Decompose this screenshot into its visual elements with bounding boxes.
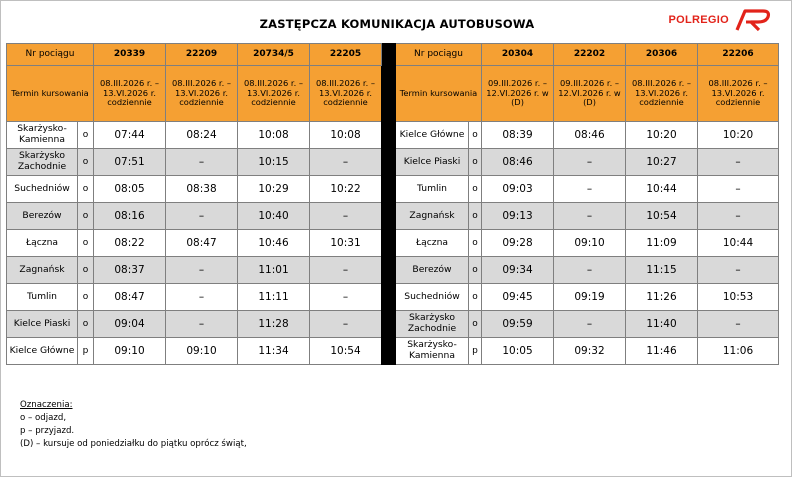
time-cell: 10:29 <box>238 176 310 203</box>
station-name: Skarżysko-Kamienna <box>7 122 78 149</box>
term-cell: 08.III.2026 r. – 13.VI.2026 r. codziennie <box>238 66 310 122</box>
time-cell: – <box>554 203 626 230</box>
station-name: Berezów <box>396 257 469 284</box>
time-cell: 11:01 <box>238 257 310 284</box>
train-number: 20734/5 <box>238 44 310 66</box>
time-cell: 08:24 <box>166 122 238 149</box>
time-cell: – <box>166 203 238 230</box>
station-name: Zagnańsk <box>396 203 469 230</box>
term-cell: 08.III.2026 r. – 13.VI.2026 r. codziennie <box>166 66 238 122</box>
legend-item: (D) – kursuje od poniedziałku do piątku oprócz świąt, <box>20 439 247 449</box>
station-name: Zagnańsk <box>7 257 78 284</box>
time-cell: – <box>166 311 238 338</box>
stop-mark: o <box>78 149 94 176</box>
time-cell: – <box>310 311 382 338</box>
time-cell: 09:34 <box>482 257 554 284</box>
time-cell: 08:38 <box>166 176 238 203</box>
stop-mark: o <box>469 122 482 149</box>
stop-mark: o <box>78 230 94 257</box>
term-cell: 08.III.2026 r. – 13.VI.2026 r. codziennie <box>94 66 166 122</box>
legend-item: p – przyjazd. <box>20 426 75 436</box>
column-separator <box>382 44 396 365</box>
time-cell: 09:10 <box>94 338 166 365</box>
logo-text: POLREGIO <box>668 14 729 26</box>
train-number: 20304 <box>482 44 554 66</box>
legend <box>20 399 247 451</box>
train-number: 20306 <box>626 44 698 66</box>
time-cell: 09:04 <box>94 311 166 338</box>
time-cell: 11:46 <box>626 338 698 365</box>
time-cell: 08:47 <box>166 230 238 257</box>
time-cell: 10:31 <box>310 230 382 257</box>
time-cell: 09:03 <box>482 176 554 203</box>
time-cell: 08:05 <box>94 176 166 203</box>
time-cell: 07:51 <box>94 149 166 176</box>
station-name: Suchedniów <box>7 176 78 203</box>
train-number: 22202 <box>554 44 626 66</box>
time-cell: – <box>698 149 779 176</box>
time-cell: 08:46 <box>482 149 554 176</box>
station-name: Suchedniów <box>396 284 469 311</box>
time-cell: 08:16 <box>94 203 166 230</box>
time-cell: 10:46 <box>238 230 310 257</box>
stop-mark: o <box>469 284 482 311</box>
time-cell: 08:39 <box>482 122 554 149</box>
time-cell: – <box>310 203 382 230</box>
time-cell: – <box>310 149 382 176</box>
station-name: Kielce Piaski <box>7 311 78 338</box>
station-name: Łączna <box>396 230 469 257</box>
time-cell: 09:32 <box>554 338 626 365</box>
station-name: Skarżysko Zachodnie <box>396 311 469 338</box>
time-cell: – <box>554 257 626 284</box>
station-name: Kielce Główne <box>7 338 78 365</box>
timetable <box>6 43 779 365</box>
stop-mark: o <box>469 257 482 284</box>
stop-mark: p <box>469 338 482 365</box>
time-cell: 10:53 <box>698 284 779 311</box>
polregio-r-icon <box>733 8 773 32</box>
time-cell: – <box>554 311 626 338</box>
stop-mark: o <box>469 149 482 176</box>
polregio-logo <box>669 8 773 32</box>
time-cell: 08:47 <box>94 284 166 311</box>
time-cell: 10:22 <box>310 176 382 203</box>
train-number-label: Nr pociągu <box>396 44 482 66</box>
time-cell: 11:26 <box>626 284 698 311</box>
term-cell: 08.III.2026 r. – 13.VI.2026 r. codziennie <box>626 66 698 122</box>
station-name: Skarżysko-Kamienna <box>396 338 469 365</box>
term-label: Termin kursowania <box>7 66 94 122</box>
station-name: Kielce Piaski <box>396 149 469 176</box>
time-cell: – <box>554 149 626 176</box>
term-cell: 09.III.2026 r. – 12.VI.2026 r. w (D) <box>554 66 626 122</box>
train-number: 22205 <box>310 44 382 66</box>
time-cell: 10:05 <box>482 338 554 365</box>
time-cell: 09:45 <box>482 284 554 311</box>
time-cell: 09:59 <box>482 311 554 338</box>
time-cell: – <box>310 284 382 311</box>
time-cell: – <box>554 176 626 203</box>
time-cell: 10:15 <box>238 149 310 176</box>
time-cell: 09:28 <box>482 230 554 257</box>
time-cell: – <box>310 257 382 284</box>
time-cell: 08:22 <box>94 230 166 257</box>
time-cell: – <box>698 311 779 338</box>
time-cell: 09:19 <box>554 284 626 311</box>
stop-mark: o <box>78 284 94 311</box>
stop-mark: p <box>78 338 94 365</box>
term-cell: 08.III.2026 r. – 13.VI.2026 r. codziennie <box>698 66 779 122</box>
stop-mark: o <box>78 176 94 203</box>
time-cell: 11:06 <box>698 338 779 365</box>
time-cell: 10:54 <box>310 338 382 365</box>
time-cell: – <box>166 257 238 284</box>
train-number: 22209 <box>166 44 238 66</box>
page-title: ZASTĘPCZA KOMUNIKACJA AUTOBUSOWA <box>259 17 535 31</box>
stop-mark: o <box>78 311 94 338</box>
station-name: Berezów <box>7 203 78 230</box>
stop-mark: o <box>469 176 482 203</box>
time-cell: 09:10 <box>554 230 626 257</box>
time-cell: 10:08 <box>310 122 382 149</box>
time-cell: – <box>166 149 238 176</box>
stop-mark: o <box>469 311 482 338</box>
time-cell: 11:34 <box>238 338 310 365</box>
time-cell: 08:46 <box>554 122 626 149</box>
stop-mark: o <box>78 203 94 230</box>
time-cell: 08:37 <box>94 257 166 284</box>
time-cell: 11:11 <box>238 284 310 311</box>
stop-mark: o <box>78 122 94 149</box>
stop-mark: o <box>469 203 482 230</box>
legend-item: o – odjazd, <box>20 413 67 423</box>
stop-mark: o <box>78 257 94 284</box>
legend-title: Oznaczenia: <box>20 400 73 410</box>
time-cell: 11:09 <box>626 230 698 257</box>
time-cell: 10:44 <box>698 230 779 257</box>
stop-mark: o <box>469 230 482 257</box>
term-label: Termin kursowania <box>396 66 482 122</box>
term-cell: 09.III.2026 r. – 12.VI.2026 r. w (D) <box>482 66 554 122</box>
time-cell: 10:20 <box>698 122 779 149</box>
time-cell: 10:54 <box>626 203 698 230</box>
station-name: Kielce Główne <box>396 122 469 149</box>
station-name: Tumlin <box>7 284 78 311</box>
time-cell: 10:20 <box>626 122 698 149</box>
station-name: Skarżysko Zachodnie <box>7 149 78 176</box>
time-cell: 11:28 <box>238 311 310 338</box>
time-cell: 09:13 <box>482 203 554 230</box>
time-cell: – <box>698 257 779 284</box>
time-cell: – <box>698 203 779 230</box>
station-name: Tumlin <box>396 176 469 203</box>
time-cell: 11:15 <box>626 257 698 284</box>
time-cell: – <box>698 176 779 203</box>
time-cell: 10:44 <box>626 176 698 203</box>
train-number: 22206 <box>698 44 779 66</box>
train-number: 20339 <box>94 44 166 66</box>
time-cell: 10:08 <box>238 122 310 149</box>
term-cell: 08.III.2026 r. – 13.VI.2026 r. codziennie <box>310 66 382 122</box>
time-cell: 09:10 <box>166 338 238 365</box>
train-number-label: Nr pociągu <box>7 44 94 66</box>
station-name: Łączna <box>7 230 78 257</box>
time-cell: – <box>166 284 238 311</box>
time-cell: 07:44 <box>94 122 166 149</box>
time-cell: 10:27 <box>626 149 698 176</box>
time-cell: 11:40 <box>626 311 698 338</box>
time-cell: 10:40 <box>238 203 310 230</box>
